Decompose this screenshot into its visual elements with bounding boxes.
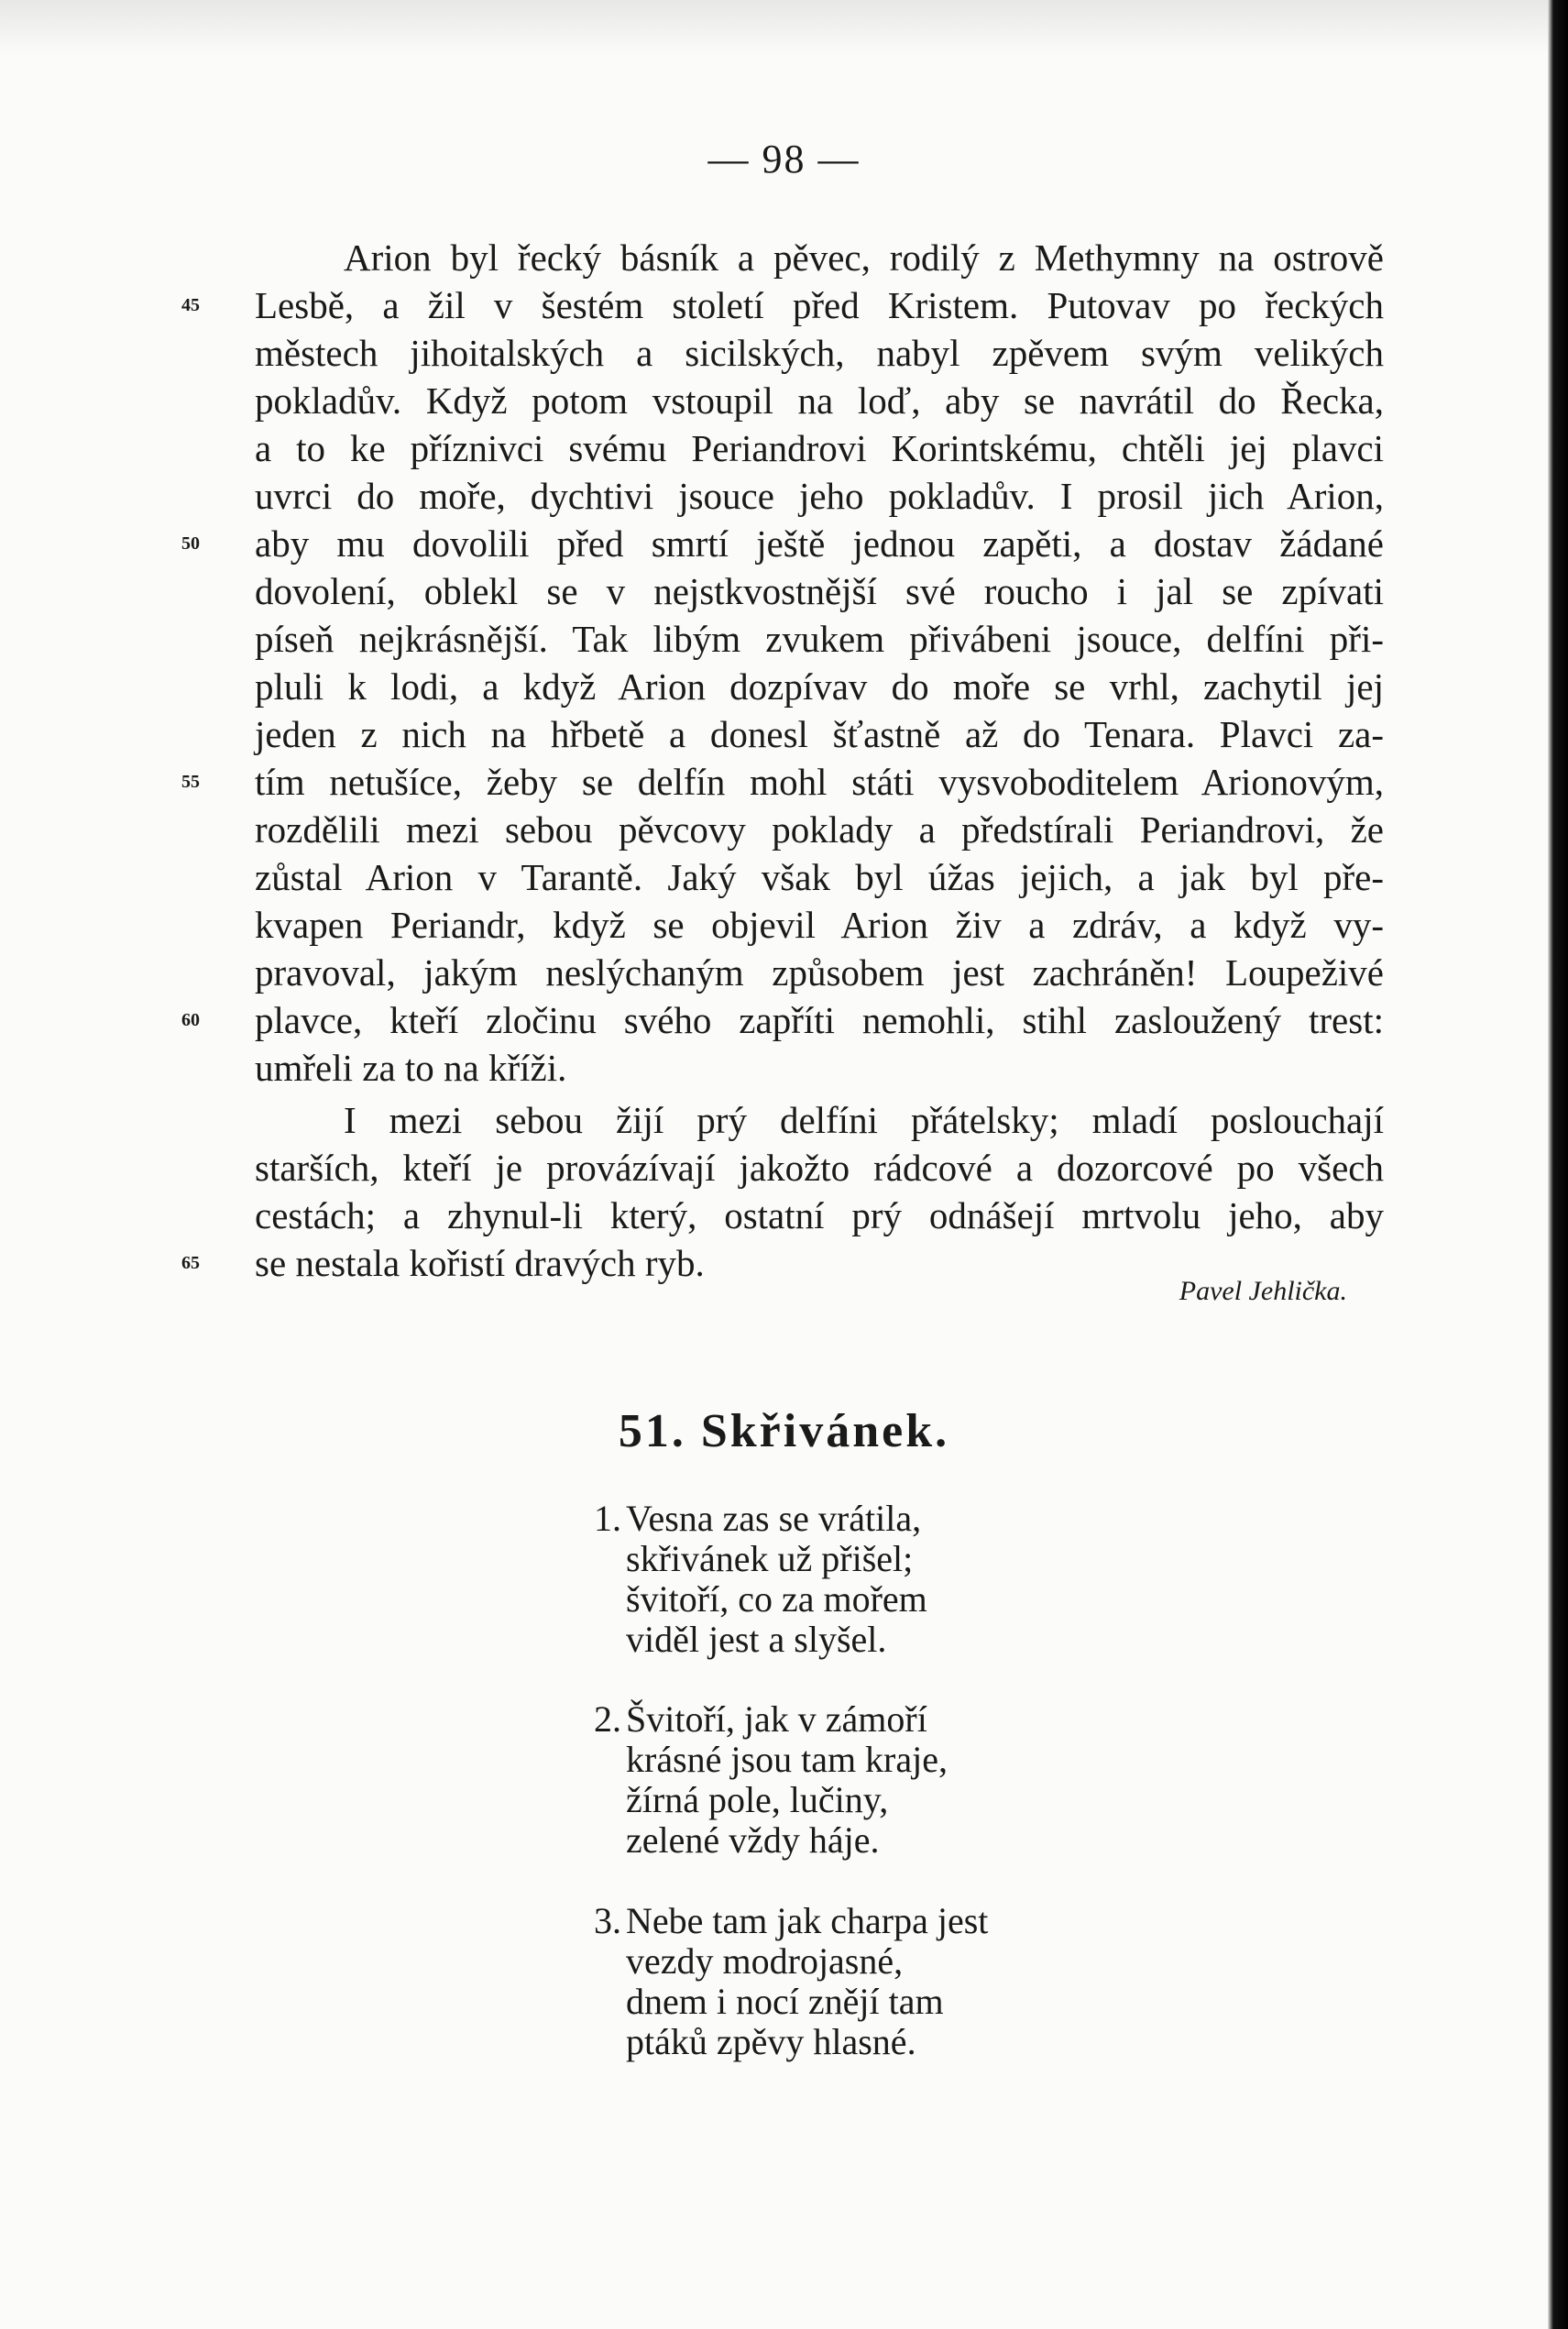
stanza-number: 3. <box>594 1900 621 1941</box>
text-line: zůstal Arion v Tarantě. Jaký však byl úžas jejich, a jak byl pře- <box>255 856 1384 898</box>
text-line: cestách; a zhynul-li který, ostatní prý odnášejí mrtvolu jeho, aby <box>255 1194 1384 1236</box>
text-line: tím netušíce, žeby se delfín mohl státi vysvoboditelem Arionovým, <box>255 761 1384 803</box>
verse-line: žírná pole, lučiny, <box>626 1779 889 1820</box>
text-line: aby mu dovolili před smrtí ještě jednou zapěti, a dostav žádané <box>255 522 1384 565</box>
text-line: pluli k lodi, a když Arion dozpívav do moře se vrhl, zachytil jej <box>255 665 1384 708</box>
text-line: umřeli za to na kříži. <box>255 1047 567 1089</box>
text-line: pravoval, jakým neslýchaným způsobem jest zachráněn! Loupeživé <box>255 951 1384 994</box>
verse-line: Vesna zas se vrátila, <box>626 1498 922 1539</box>
text-line: a to ke příznivci svému Periandrovi Korintskému, chtěli jej plavci <box>255 427 1384 469</box>
verse-line: zelené vždy háje. <box>626 1819 880 1861</box>
text-line: starších, kteří je provázívají jakožto rádcové a dozorcové po všech <box>255 1147 1384 1189</box>
verse-line: dnem i nocí znějí tam <box>626 1981 944 2022</box>
verse-line: švitoří, co za mořem <box>626 1578 927 1620</box>
page-shadow <box>0 0 1568 55</box>
text-line: se nestala kořistí dravých ryb. <box>255 1242 705 1284</box>
text-line: jeden z nich na hřbetě a donesl šťastně až do Tenara. Plavci za- <box>255 713 1384 755</box>
text-line: plavce, kteří zločinu svého zapříti nemohli, stihl zasloužený trest: <box>255 999 1384 1041</box>
author-signature: Pavel Jehlička. <box>1179 1276 1347 1306</box>
verse-line: Švitoří, jak v zámoří <box>626 1698 927 1740</box>
text-line: Arion byl řecký básník a pěvec, rodilý z Methymny na ostrově <box>344 236 1384 279</box>
line-number: 45 <box>181 295 200 315</box>
verse-line: ptáků zpěvy hlasné. <box>626 2021 916 2062</box>
line-number: 55 <box>181 772 200 792</box>
verse-line: Nebe tam jak charpa jest <box>626 1900 989 1941</box>
stanza-number: 2. <box>594 1698 621 1740</box>
text-line: dovolení, oblekl se v nejstkvostnější své roucho i jal se zpívati <box>255 570 1384 612</box>
line-number: 65 <box>181 1253 200 1273</box>
text-line: Lesbě, a žil v šestém století před Kristem. Putovav po řeckých <box>255 284 1384 326</box>
verse-line: skřivánek už přišel; <box>626 1538 914 1579</box>
text-line: pokladův. Když potom vstoupil na loď, aby se navrátil do Řecka, <box>255 379 1384 422</box>
text-line: městech jihoitalských a sicilských, nabyl zpěvem svým velikých <box>255 332 1384 374</box>
verse-line: viděl jest a slyšel. <box>626 1619 887 1660</box>
verse-line: vezdy modrojasné, <box>626 1940 904 1982</box>
text-line: píseň nejkrásnější. Tak libým zvukem přivábeni jsouce, delfíni při- <box>255 618 1384 660</box>
text-line: rozdělili mezi sebou pěvcovy poklady a předstírali Periandrovi, že <box>255 808 1384 851</box>
stanza-number: 1. <box>594 1498 621 1539</box>
verse-line: krásné jsou tam kraje, <box>626 1739 948 1780</box>
text-line: uvrci do moře, dychtivi jsouce jeho pokladův. I prosil jich Arion, <box>255 475 1384 517</box>
page-number: — 98 — <box>707 137 861 181</box>
text-line: kvapen Periandr, když se objevil Arion živ a zdráv, a když vy- <box>255 904 1384 946</box>
text-line: I mezi sebou žijí prý delfíni přátelsky; mladí poslouchají <box>344 1099 1384 1141</box>
line-number: 50 <box>181 533 200 554</box>
poem-title: 51. Skřivánek. <box>618 1405 950 1457</box>
book-spine-edge <box>1548 0 1568 2329</box>
line-number: 60 <box>181 1010 200 1030</box>
